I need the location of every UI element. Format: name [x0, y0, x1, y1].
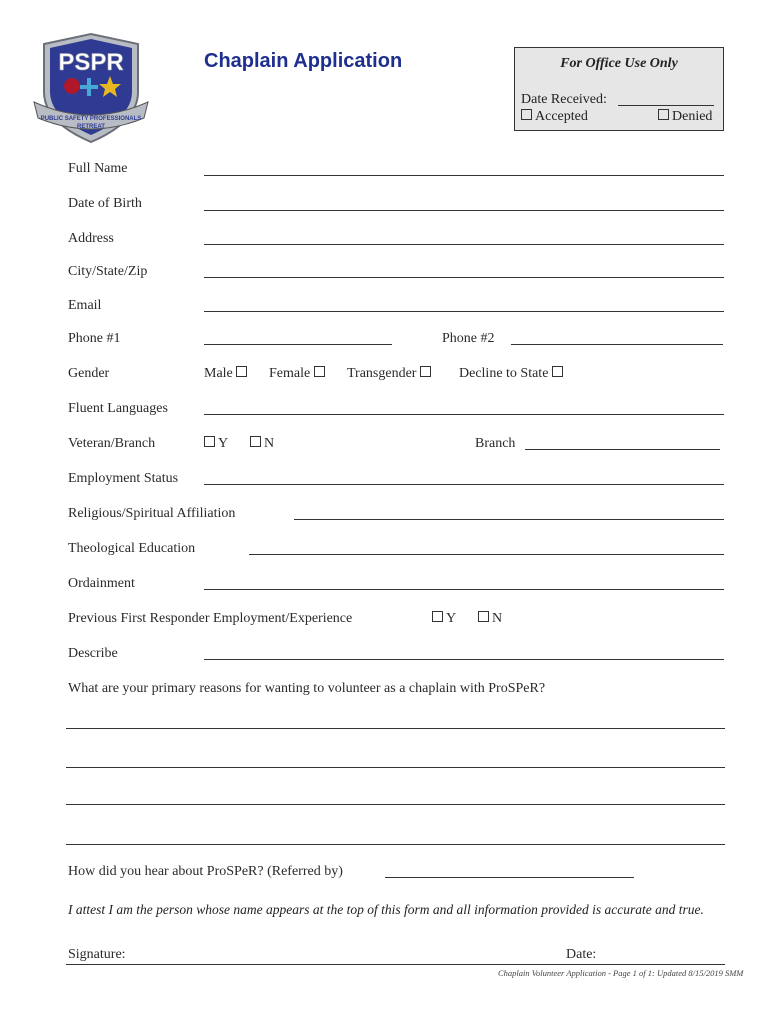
reasons-line-3[interactable] [66, 804, 725, 805]
email-field[interactable] [204, 311, 724, 312]
phone1-field[interactable] [204, 344, 392, 345]
city-field[interactable] [204, 277, 724, 278]
describe-label: Describe [68, 646, 118, 661]
previous-no-checkbox[interactable] [478, 611, 489, 622]
svg-text:RETREAT: RETREAT [77, 124, 105, 130]
veteran-no-checkbox[interactable] [250, 436, 261, 447]
employment-label: Employment Status [68, 471, 179, 486]
gender-decline-label: Decline to State [459, 366, 549, 381]
describe-field[interactable] [204, 659, 724, 660]
gender-transgender-checkbox[interactable] [420, 366, 431, 377]
heard-label: How did you hear about ProSPeR? (Referred by) [68, 864, 343, 879]
languages-label: Fluent Languages [68, 401, 168, 416]
office-use-box [514, 47, 724, 131]
date-received-label: Date Received: [521, 92, 607, 107]
veteran-yes-label: Y [218, 436, 229, 451]
gender-transgender-label: Transgender [347, 366, 417, 381]
address-field[interactable] [204, 244, 724, 245]
denied-checkbox[interactable] [658, 109, 669, 120]
reasons-line-1[interactable] [66, 728, 725, 729]
footer-note: Chaplain Volunteer Application - Page 1 of 1: Updated 8/15/2019 SMM [498, 968, 744, 978]
branch-field[interactable] [525, 449, 720, 450]
languages-field[interactable] [204, 414, 724, 415]
veteran-label: Veteran/Branch [68, 436, 156, 451]
pspr-logo [30, 30, 152, 148]
reasons-line-2[interactable] [66, 767, 725, 768]
address-label: Address [68, 231, 114, 246]
accepted-checkbox[interactable] [521, 109, 532, 120]
previous-no-label: N [492, 611, 503, 626]
veteran-yes-checkbox[interactable] [204, 436, 215, 447]
religious-field[interactable] [294, 519, 724, 520]
date-received-field[interactable] [618, 105, 714, 106]
phone2-label: Phone #2 [442, 331, 495, 346]
full-name-field[interactable] [204, 175, 724, 176]
gender-male-label: Male [204, 366, 233, 381]
signature-label: Signature: [68, 947, 126, 962]
phone2-field[interactable] [511, 344, 723, 345]
veteran-no-label: N [264, 436, 275, 451]
heard-field[interactable] [385, 877, 634, 878]
previous-yes-label: Y [446, 611, 457, 626]
reasons-label: What are your primary reasons for wanting to volunteer as a chaplain with ProSPeR? [68, 681, 546, 696]
reasons-line-4[interactable] [66, 844, 725, 845]
date-label: Date: [566, 947, 597, 962]
logo-text: PSPR [58, 49, 124, 76]
email-label: Email [68, 298, 102, 313]
branch-label: Branch [475, 436, 516, 451]
attest-statement: I attest I am the person whose name appears at the top of this form and all information provided is accurate and true. [68, 902, 704, 917]
previous-yes-checkbox[interactable] [432, 611, 443, 622]
phone1-label: Phone #1 [68, 331, 121, 346]
gender-female-checkbox[interactable] [314, 366, 325, 377]
previous-experience-label: Previous First Responder Employment/Experience [68, 611, 353, 626]
office-title: For Office Use Only [560, 56, 678, 71]
gender-male-checkbox[interactable] [236, 366, 247, 377]
ordainment-field[interactable] [204, 589, 724, 590]
gender-decline-checkbox[interactable] [552, 366, 563, 377]
page-title: Chaplain Application [204, 50, 403, 72]
gender-female-label: Female [269, 366, 311, 381]
accepted-label: Accepted [535, 109, 588, 124]
svg-text:PUBLIC SAFETY PROFESSIONALS: PUBLIC SAFETY PROFESSIONALS [40, 116, 142, 122]
theological-label: Theological Education [68, 541, 196, 556]
signature-line[interactable] [66, 964, 725, 965]
gender-label: Gender [68, 366, 110, 381]
city-label: City/State/Zip [68, 264, 148, 279]
dob-label: Date of Birth [68, 196, 142, 211]
denied-label: Denied [672, 109, 713, 124]
religious-label: Religious/Spiritual Affiliation [68, 506, 236, 521]
full-name-label: Full Name [68, 161, 128, 176]
ordainment-label: Ordainment [68, 576, 135, 591]
theological-field[interactable] [249, 554, 724, 555]
employment-field[interactable] [204, 484, 724, 485]
dob-field[interactable] [204, 210, 724, 211]
